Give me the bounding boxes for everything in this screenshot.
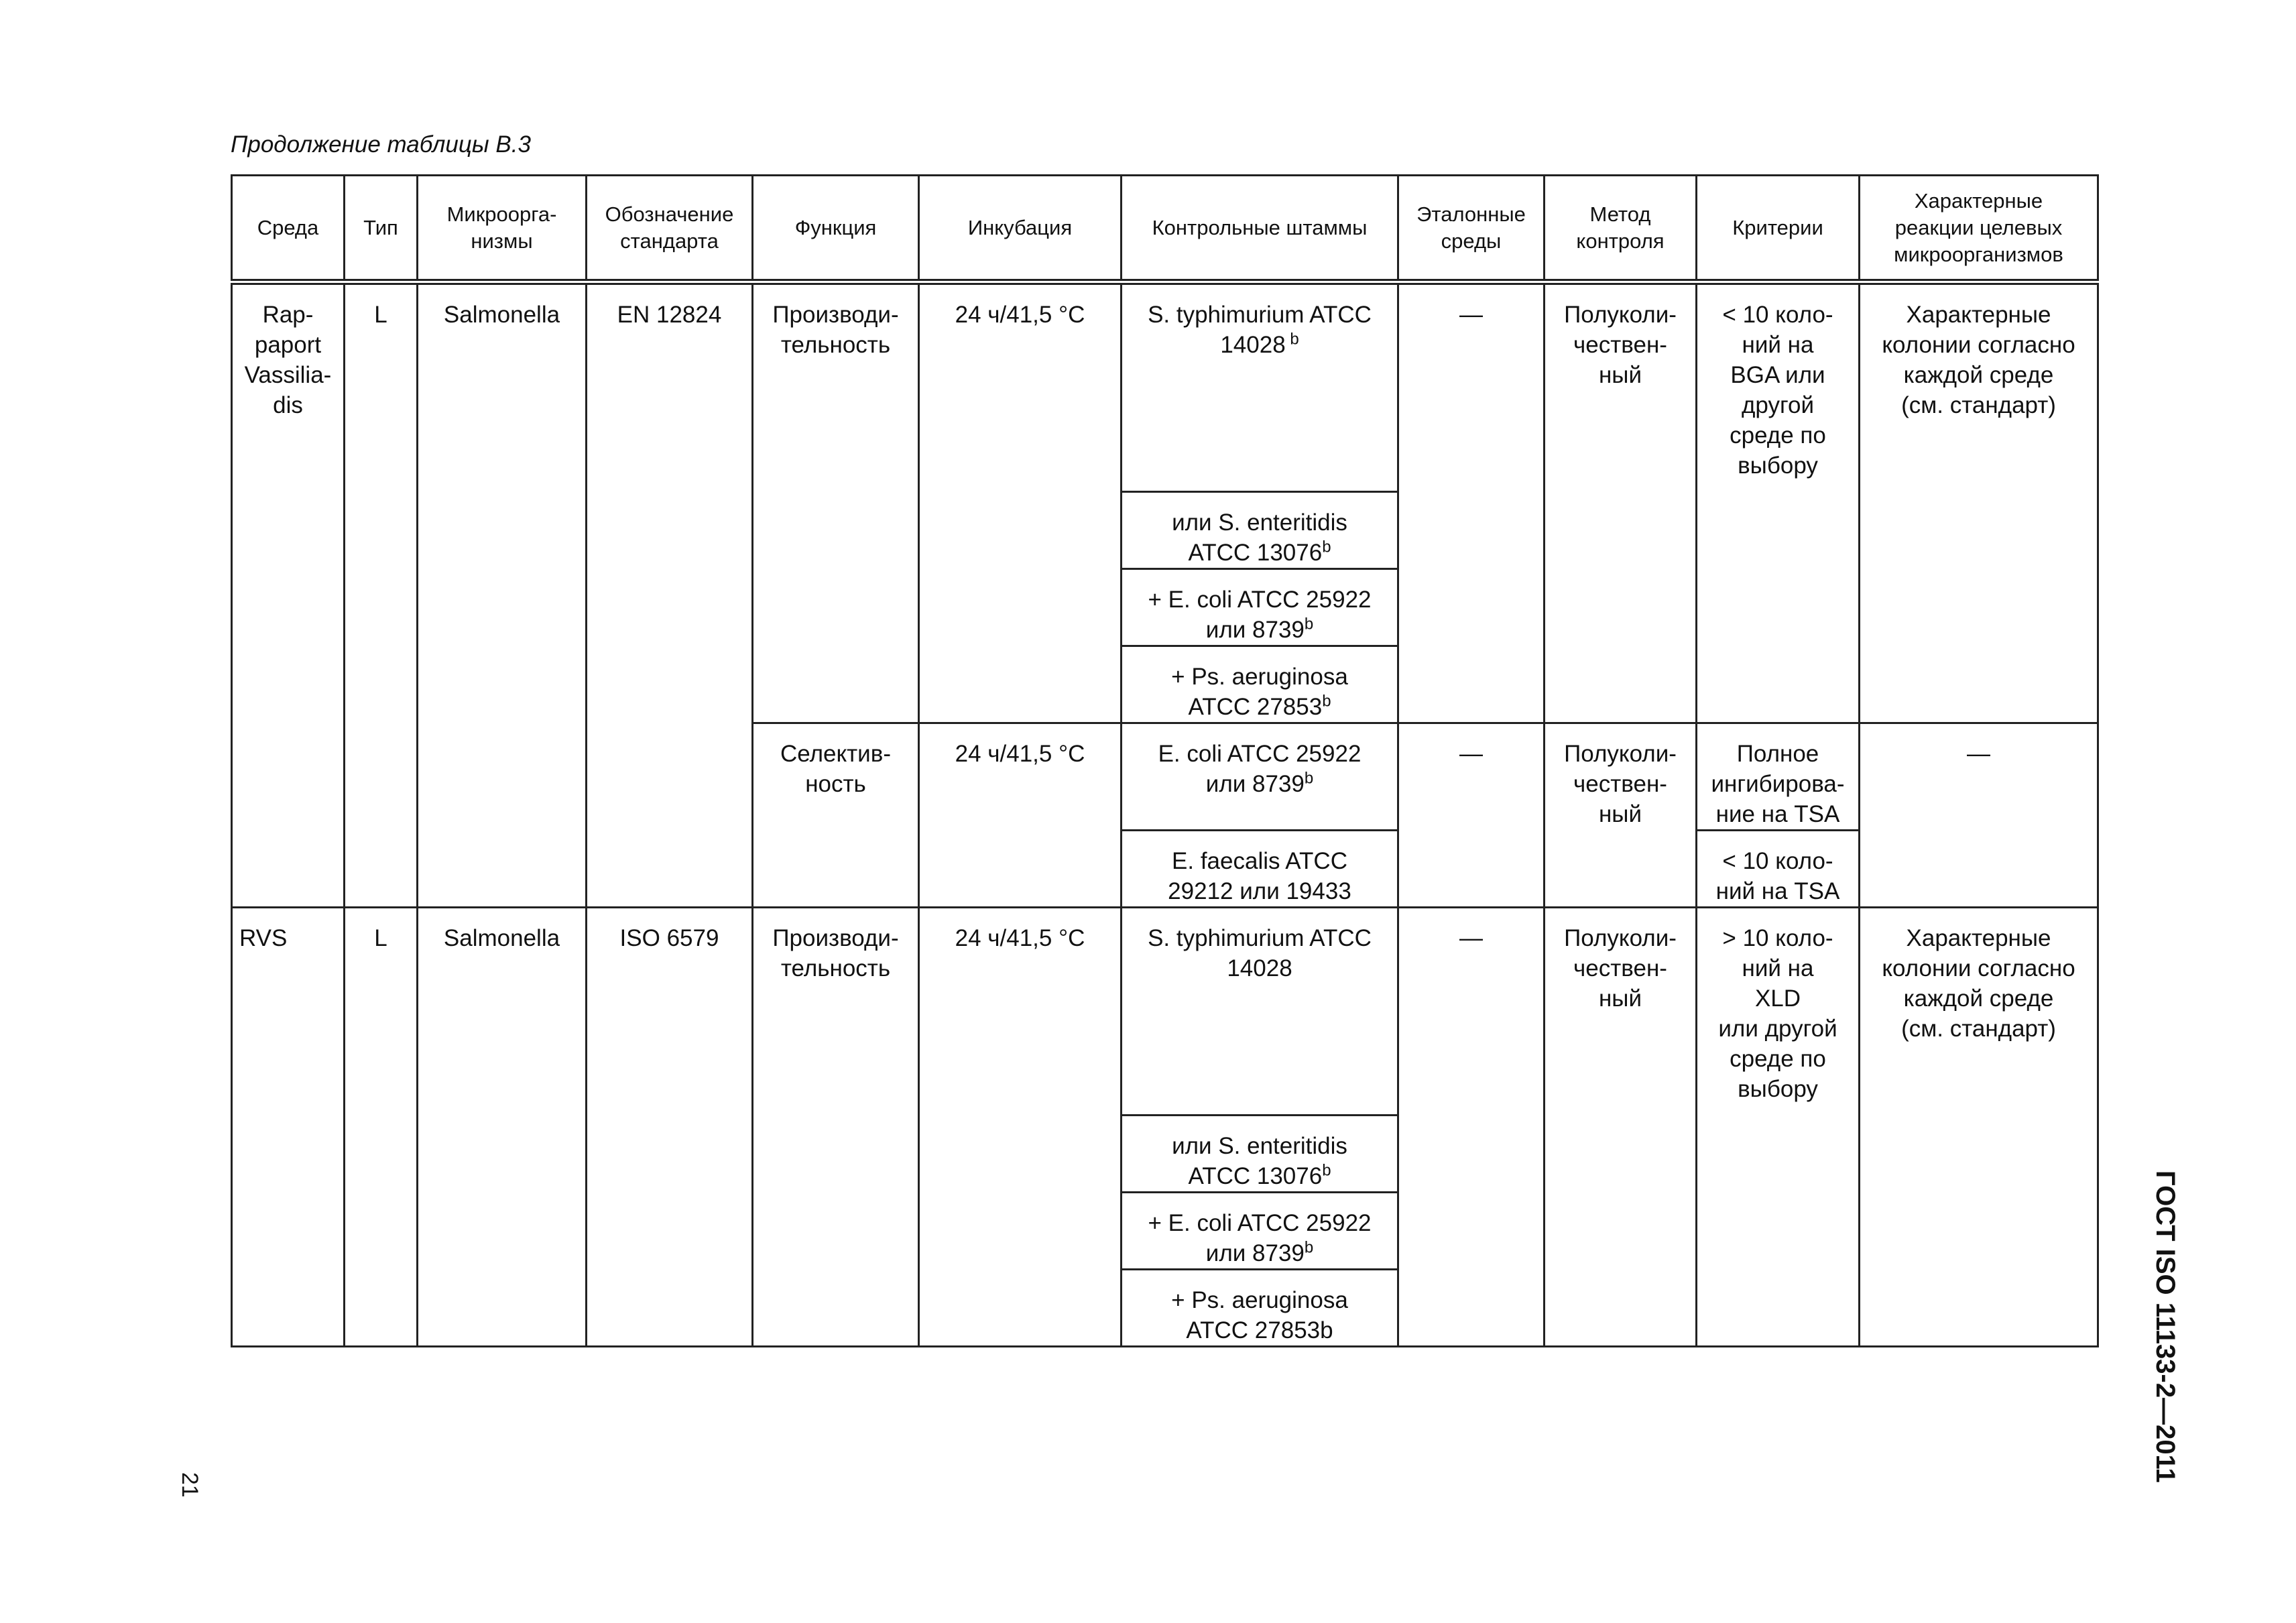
cell-metod: Полуколи- чествен- ный [1545,908,1697,1347]
cell-reaktsii: Характерные колонии согласно каждой среде (см. стандарт) [1860,282,2098,723]
cell-etalon: — [1398,723,1545,908]
strain-footnote-mark: b [1285,330,1299,349]
strain-footnote-mark: b [1304,615,1314,634]
cell-etalon: — [1398,282,1545,723]
cell-strain [1122,1116,1398,1193]
header-etalonnye-sredy: Эталонные среды [1398,176,1545,282]
strain-footnote-mark: b [1322,1161,1331,1180]
header-standart: Обозначение стандарта [587,176,753,282]
strain-text: S. typhimurium ATCC 14028 [1148,925,1372,981]
header-metod-kontrolya: Метод контроля [1545,176,1697,282]
media-control-table [231,174,2099,1347]
table-row [232,908,2098,1116]
header-row [232,176,2098,282]
cell-kriterii: Полное ингибирова- ние на TSA [1697,723,1860,831]
cell-strain [1122,282,1398,492]
table-caption: Продолжение таблицы В.3 [231,131,531,158]
cell-strain [1122,908,1398,1116]
cell-standart: EN 12824 [587,282,753,908]
cell-reaktsii: Характерные колонии согласно каждой среде (см. стандарт) [1860,908,2098,1347]
cell-inkubatsiya: 24 ч/41,5 °C [919,723,1122,908]
cell-sreda: Rap- paport Vassilia- dis [232,282,345,908]
strain-footnote-mark: b [1322,692,1331,711]
header-inkubatsiya: Инкубация [919,176,1122,282]
header-funktsiya: Функция [753,176,919,282]
cell-kriterii: < 10 коло- ний на BGA или другой среде по выбору [1697,282,1860,723]
cell-kriterii: < 10 коло- ний на TSA [1697,831,1860,908]
cell-mikroorganizmy: Salmonella [418,282,587,908]
strain-text: + E. coli ATCC 25922 или 8739 [1148,587,1372,643]
cell-strain [1122,492,1398,569]
strain-text: E. faecalis ATCC 29212 или 19433 [1168,848,1351,904]
cell-funktsiya: Производи- тельность [753,908,919,1347]
cell-mikroorganizmy: Salmonella [418,908,587,1347]
header-mikroorganizmy: Микроорга- низмы [418,176,587,282]
strain-footnote-mark: b [1322,538,1331,556]
document-id: ГОСТ ISO 11133-2—2011 [2151,1170,2180,1483]
header-tip: Тип [345,176,418,282]
cell-funktsiya: Производи- тельность [753,282,919,723]
strain-text: + Ps. aeruginosa ATCC 27853b [1171,1287,1348,1343]
header-sreda: Среда [232,176,345,282]
cell-tip: L [345,282,418,908]
cell-funktsiya: Селектив- ность [753,723,919,908]
cell-strain [1122,646,1398,723]
strain-text: + Ps. aeruginosa ATCC 27853 [1171,664,1348,720]
strain-footnote-mark: b [1304,1238,1314,1257]
cell-metod: Полуколи- чествен- ный [1545,723,1697,908]
strain-text: или S. enteritidis ATCC 13076 [1172,1133,1347,1189]
cell-strain [1122,1193,1398,1270]
cell-standart: ISO 6579 [587,908,753,1347]
page-number: 21 [177,1472,202,1498]
cell-reaktsii: — [1860,723,2098,908]
strain-text: E. coli ATCC 25922 или 8739 [1158,741,1362,797]
table-row [232,282,2098,492]
cell-inkubatsiya: 24 ч/41,5 °C [919,908,1122,1347]
cell-strain [1122,569,1398,646]
header-reaktsii: Характерные реакции целевых микроорганизмов [1860,176,2098,282]
cell-metod: Полуколи- чествен- ный [1545,282,1697,723]
header-kriterii: Критерии [1697,176,1860,282]
header-kontrolnye-shtammy: Контрольные штаммы [1122,176,1398,282]
cell-strain [1122,723,1398,831]
strain-text: + E. coli ATCC 25922 или 8739 [1148,1210,1372,1266]
strain-text: или S. enteritidis ATCC 13076 [1172,509,1347,566]
cell-strain [1122,1270,1398,1347]
strain-text: S. typhimurium ATCC 14028 [1148,302,1372,358]
strain-footnote-mark: b [1304,769,1314,788]
cell-inkubatsiya: 24 ч/41,5 °C [919,282,1122,723]
cell-kriterii: > 10 коло- ний на XLD или другой среде по выбору [1697,908,1860,1347]
cell-tip: L [345,908,418,1347]
cell-strain [1122,831,1398,908]
cell-etalon: — [1398,908,1545,1347]
cell-sreda: RVS [232,908,345,1347]
